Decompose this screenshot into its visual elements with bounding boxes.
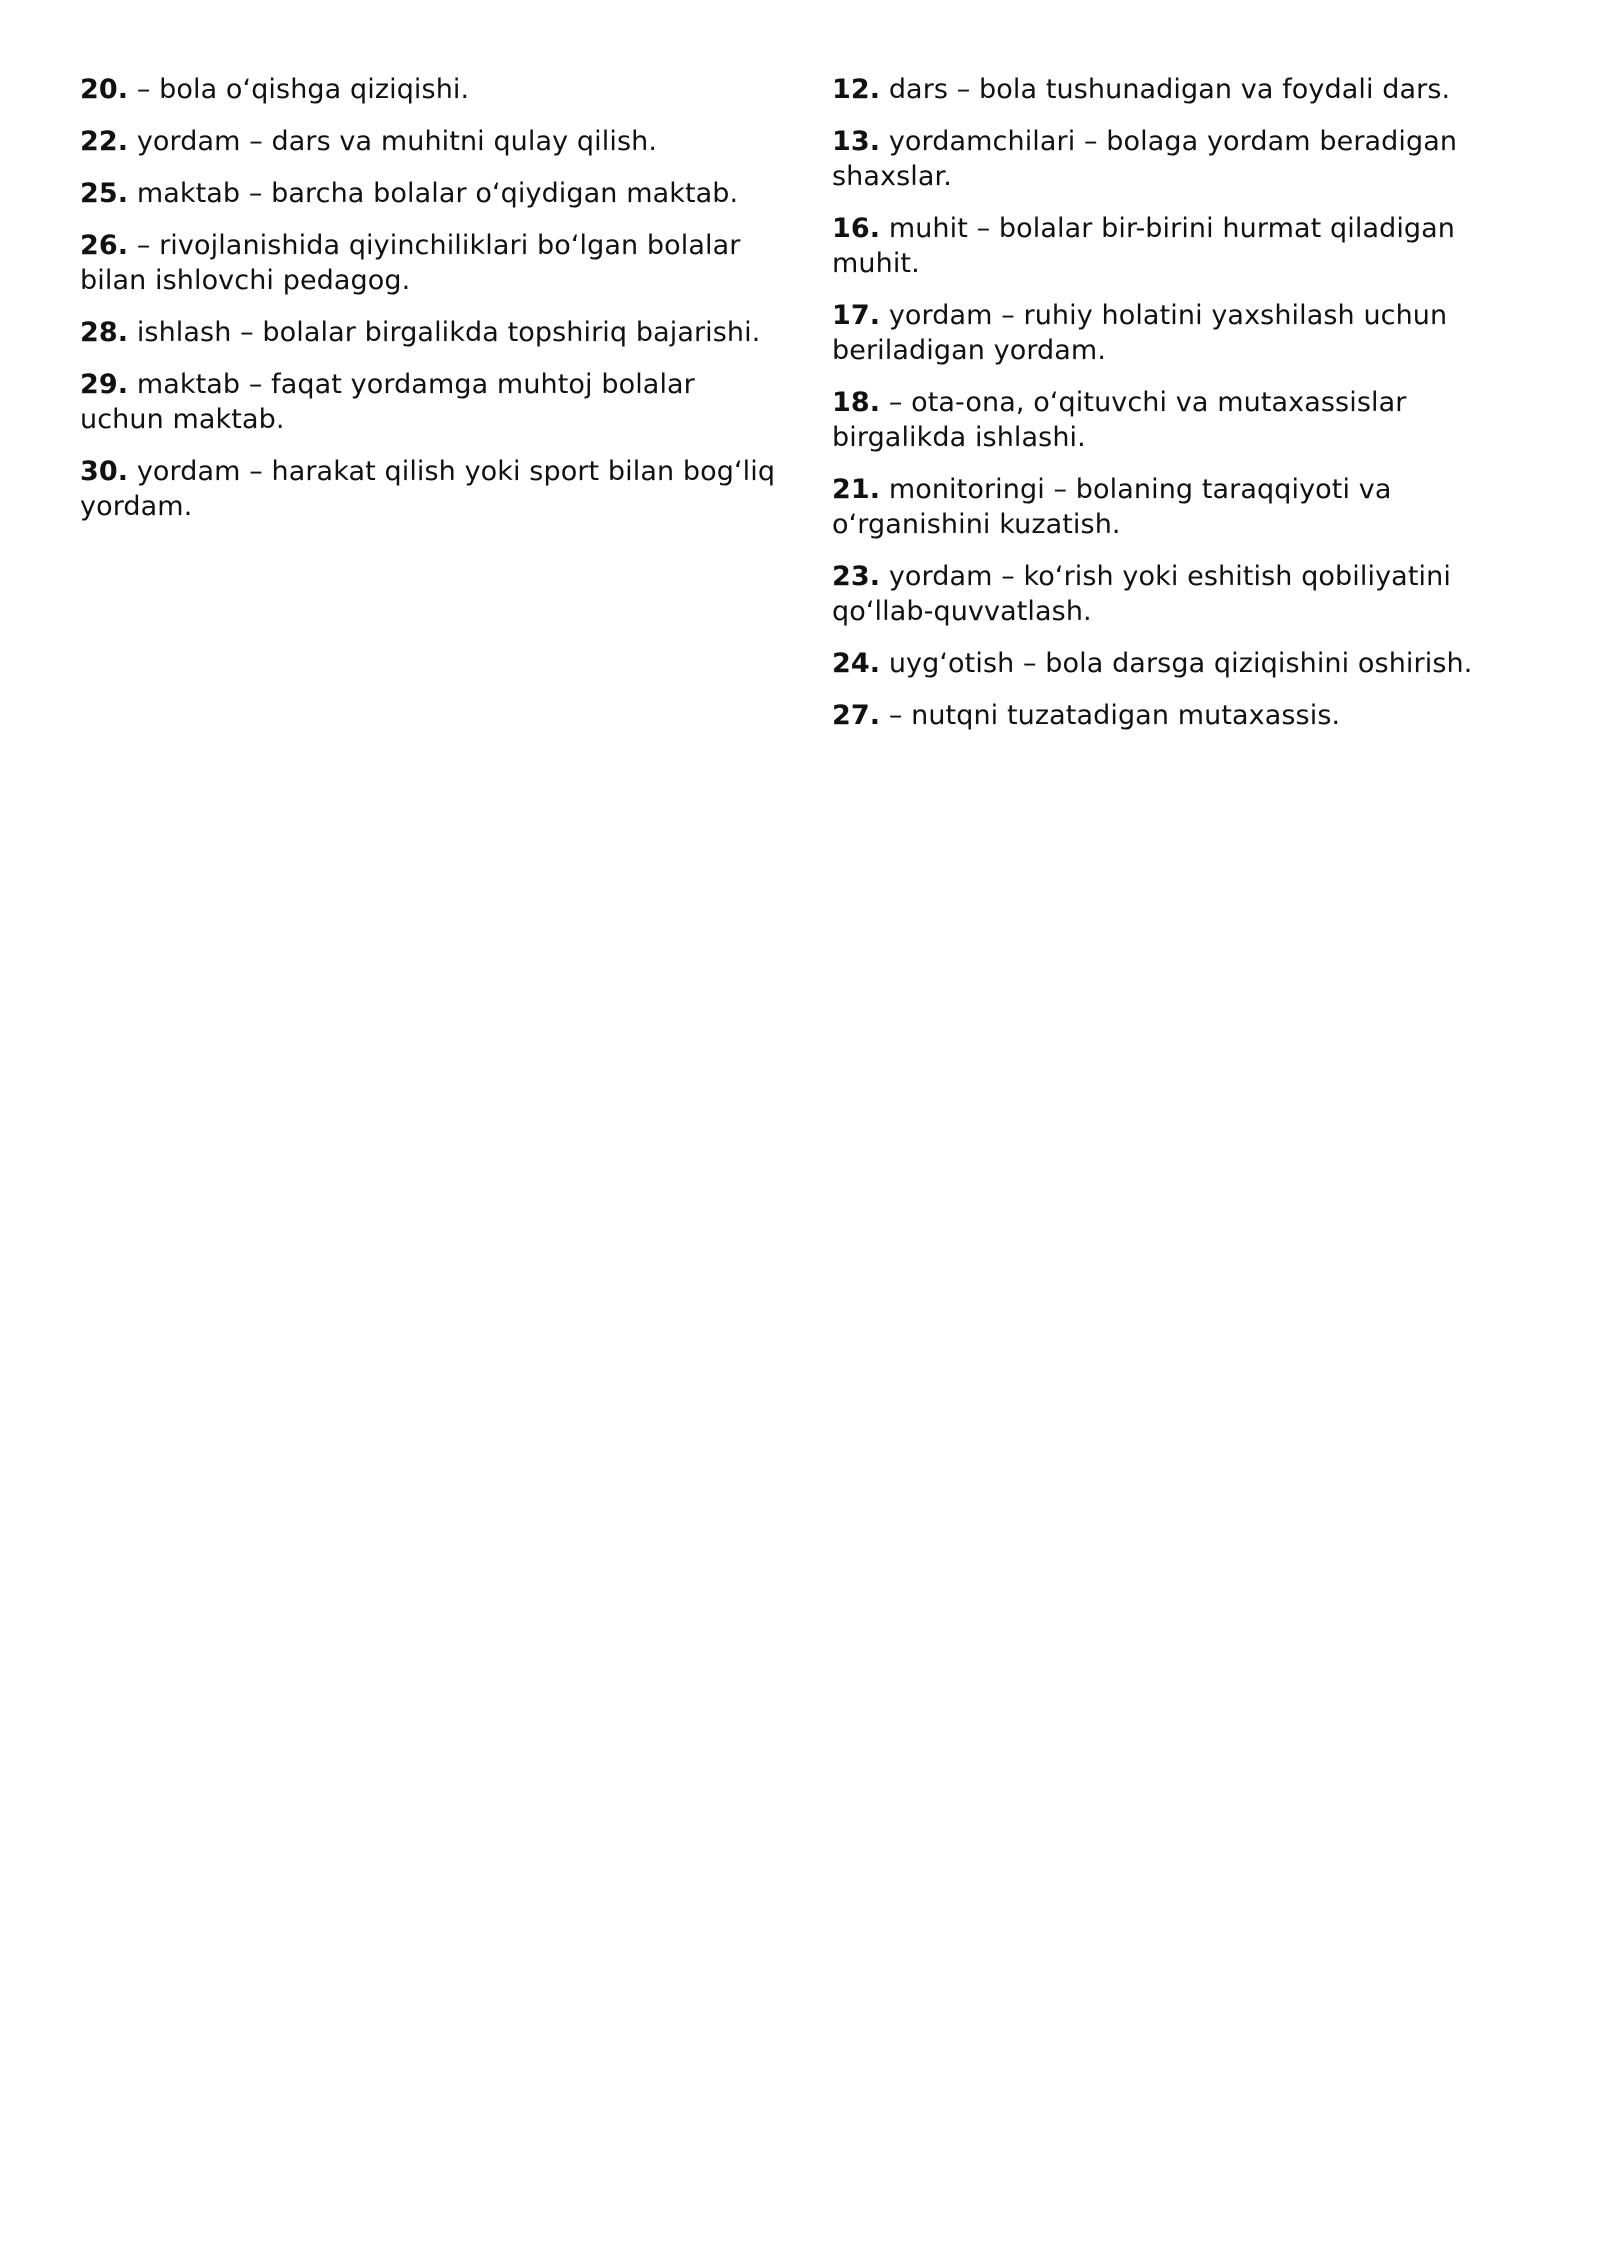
- answer-entry: [832, 385, 1532, 455]
- entry-number: 16.: [832, 213, 881, 244]
- answer-entry: [832, 72, 1532, 107]
- entry-text: yordam – ko‘rish yoki eshitish qobiliyatini qo‘llab-quvvatlash.: [832, 561, 1451, 627]
- entry-number: 13.: [832, 126, 881, 157]
- answer-entry: [80, 72, 780, 107]
- answer-entry: [80, 454, 780, 524]
- entry-number: 29.: [80, 369, 129, 400]
- entry-text: – bola o‘qishga qiziqishi.: [128, 74, 470, 105]
- entry-number: 20.: [80, 74, 129, 105]
- entry-number: 24.: [832, 648, 881, 679]
- entry-text: – ota-ona, o‘qituvchi va mutaxassislar birgalikda ishlashi.: [832, 387, 1407, 453]
- answer-entry: [832, 698, 1532, 733]
- entry-text: – rivojlanishida qiyinchiliklari bo‘lgan bolalar bilan ishlovchi pedagog.: [80, 230, 741, 296]
- entry-number: 22.: [80, 126, 129, 157]
- entry-text: yordam – harakat qilish yoki sport bilan bog‘liq yordam.: [80, 456, 776, 522]
- answer-entry: [832, 211, 1532, 281]
- entry-text: yordamchilari – bolaga yordam beradigan shaxslar.: [832, 126, 1458, 192]
- entry-number: 26.: [80, 230, 129, 261]
- entry-text: maktab – faqat yordamga muhtoj bolalar uchun maktab.: [80, 369, 695, 435]
- entry-text: yordam – dars va muhitni qulay qilish.: [128, 126, 658, 157]
- entry-text: dars – bola tushunadigan va foydali dars.: [880, 74, 1451, 105]
- answer-entry: [80, 367, 780, 437]
- answer-entry: [832, 472, 1532, 542]
- entry-text: maktab – barcha bolalar o‘qiydigan maktab.: [128, 178, 739, 209]
- entry-text: – nutqni tuzatadigan mutaxassis.: [880, 700, 1341, 731]
- answer-entry: [80, 124, 780, 159]
- entry-number: 18.: [832, 387, 881, 418]
- entry-number: 21.: [832, 474, 881, 505]
- answer-entry: [80, 228, 780, 298]
- entry-number: 12.: [832, 74, 881, 105]
- entry-number: 23.: [832, 561, 881, 592]
- entry-text: ishlash – bolalar birgalikda topshiriq bajarishi.: [128, 317, 761, 348]
- answer-entry: [832, 646, 1532, 681]
- right-column: [832, 72, 1532, 750]
- entry-number: 25.: [80, 178, 129, 209]
- entry-text: uyg‘otish – bola darsga qiziqishini oshirish.: [880, 648, 1473, 679]
- entry-text: muhit – bolalar bir-birini hurmat qiladigan muhit.: [832, 213, 1456, 279]
- answer-entry: [80, 315, 780, 350]
- answer-entry: [832, 124, 1532, 194]
- entry-number: 30.: [80, 456, 129, 487]
- entry-text: yordam – ruhiy holatini yaxshilash uchun beriladigan yordam.: [832, 300, 1448, 366]
- answer-entry: [80, 176, 780, 211]
- entry-number: 17.: [832, 300, 881, 331]
- entry-text: monitoringi – bolaning taraqqiyoti va o‘rganishini kuzatish.: [832, 474, 1392, 540]
- entry-number: 27.: [832, 700, 881, 731]
- left-column: [80, 72, 780, 541]
- answer-entry: [832, 559, 1532, 629]
- answer-entry: [832, 298, 1532, 368]
- entry-number: 28.: [80, 317, 129, 348]
